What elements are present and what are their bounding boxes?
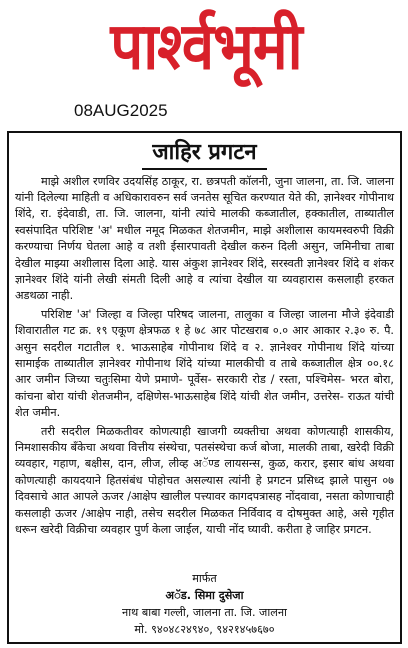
notice-paragraph-1: माझे अशील रणविर उदयसिंह ठाकूर, रा. छत्रपती कॉलनी, जुना जालना, ता. जि. जालना यांनी दिलेल्या माहिती व अधिकारावरुन सर्व जनतेस सूचित करण्यात येते की, ज्ञानेश्वर गोपीनाथ शिंदे, रा. इंदेवाडी, ता. जि. जालना, यांनी त्यांचे मालकी कब्जातील, हक्कातील, ताब्यातील स्वसंपादित परिशिष्ट 'अ' मधील नमूद मिळकत शेतजमीन, माझे अशीलास कायमस्वरुपी विक्री करण्याचा निर्णय घेतला आहे व तशी ईसारपावती देखील करुन दिली असुन, जमिनीचा ताबा देखील माझ्या अशीलास दिला आहे. यास अंकुश ज्ञानेश्वर शिंदे, सरस्वती ज्ञानेश्वर शिंदे व शंकर ज्ञानेश्वर शिंदे यांनी लेखी संमती दिली आहे व त्यांचा देखील या व्यवहारास कसलाही हरकत अडथळा नाही. xyxy=(15,174,394,303)
advocate-address: नाथ बाबा गल्ली, जालना ता. जि. जालना xyxy=(122,606,287,619)
signature-block xyxy=(9,570,400,638)
notice-paragraph-2: परिशिष्ट 'अ' जिल्हा व जिल्हा परिषद जालना, तालुका व जिल्हा जालना मौजे इंदेवाडी शिवारातील गट क्र. १९ एकूण क्षेत्रफळ १ हे ७८ आर पोटखराब ०.० आर आकार २.३० रु. पै. असुन सदरील गटातील १. भाऊसाहेब गोपीनाथ शिंदे व २. ज्ञानेश्वर गोपीनाथ शिंदे यांच्या सामाईक ताब्यातील ज्ञानेश्वर गोपीनाथ शिंदे यांच्या मालकीची व ताबे कब्जातील क्षेत्र ००.१८ आर जमीन जिच्या चतुःसिमा येणे प्रमाणे- पूर्वेस- सरकारी रोड / रस्ता, पश्चिमेस- भरत बोरा, कांचना बोरा यांची शेतजमीन, दक्षिणेस-भाऊसाहेब शिंदे यांची शेत जमीन, उत्तरेस- राऊत यांची शेत जमीन. xyxy=(15,307,394,420)
notice-title-wrap xyxy=(15,139,394,170)
notice-title: जाहिर प्रगटन xyxy=(142,139,266,170)
signature-by: मार्फत xyxy=(192,572,217,585)
advocate-phone: मो. ९४०४८२४९४०, ९४२१४५७६७० xyxy=(134,623,275,636)
public-notice-box xyxy=(7,131,402,644)
notice-paragraph-3: तरी सदरील मिळकतीवर कोणत्याही खाजगी व्यक्तीचा अथवा कोणत्याही शासकीय, निमशासकीय बँकेचा अथवा वित्तीय संस्थेचा, पतसंस्थेचा कर्ज बोजा, मालकी ताबा, खरेदी विक्री व्यवहार, गहाण, बक्षीस, दान, लीज, लीव्ह अॅण्ड लायसन्स, कुळ, करार, इसार बांध अथवा कोणत्याही कायदयाने हितसंबंध पोहोचत असल्यास त्यांनी हे प्रगटन प्रसिध्द झाले पासुन ०७ दिवसाचे आत आपले ऊजर /आक्षेप खालील पत्त्यावर कागदपत्रासह नोंदवावा, नसता कोणाचाही कसलाही ऊजर /आक्षेप नाही, तसेच सदरील मिळकत निर्विवाद व दोषमुक्त आहे, असे गृहीत धरून खरेदी विक्रीचा व्यवहार पुर्ण केला जाईल, याची नोंद घ्यावी. करीता हे जाहिर प्रगटन. xyxy=(15,424,394,537)
publication-date: 08AUG2025 xyxy=(74,101,168,120)
advocate-name: अॅड. सिमा दुसेजा xyxy=(165,589,244,602)
masthead-title: पार्श्वभूमी xyxy=(110,7,302,85)
newspaper-masthead xyxy=(56,4,356,88)
